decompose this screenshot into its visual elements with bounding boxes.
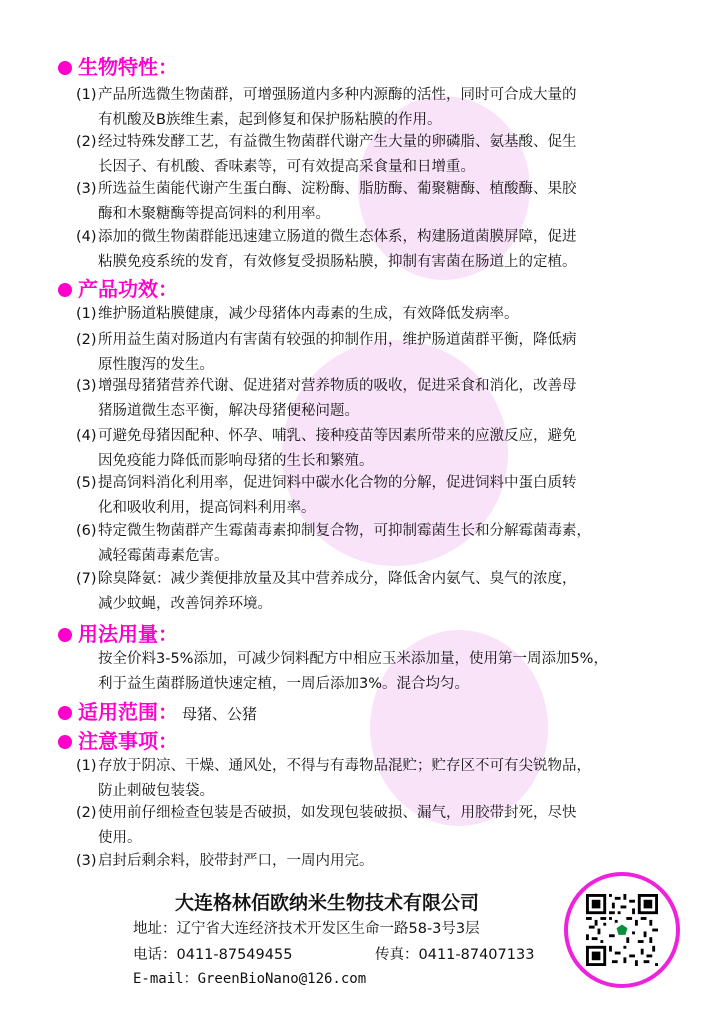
section-scope-title: 适用范围： 母猪、公猪 bbox=[58, 699, 257, 725]
list-item: (3)增强母猪猪营养代谢、促进猪对营养物质的吸收，促进采食和消化，改善母 猪肠道微生态平衡，解决母猪便秘问题。 bbox=[76, 378, 577, 419]
list-item: (2)使用前仔细检查包装是否破损，如发现包装破损、漏气，用胶带封死，尽快 使用。 bbox=[76, 805, 577, 846]
list-item: (2)经过特殊发酵工艺，有益微生物菌群代谢产生大量的卵磷脂、氨基酸、促生 长因子、有机酸、香味素等，可有效提高采食量和日增重。 bbox=[76, 134, 577, 175]
section-notes-title: 注意事项： bbox=[58, 728, 178, 754]
section-bio-title: 生物特性： bbox=[58, 54, 178, 80]
list-item: (6)特定微生物菌群产生霉菌毒素抑制复合物，可抑制霉菌生长和分解霉菌毒素， 减轻霉菌毒素危害。 bbox=[76, 523, 591, 564]
section-effects-title: 产品功效： bbox=[58, 276, 178, 302]
company-email: E-mail：GreenBioNano@126.com bbox=[133, 971, 367, 987]
bullet-dot-icon bbox=[58, 706, 72, 720]
qr-code-frame bbox=[564, 872, 680, 988]
list-item: (1)产品所选微生物菌群，可增强肠道内多种内源酶的活性，同时可合成大量的 有机酸及B族维生素，起到修复和保护肠粘膜的作用。 bbox=[76, 87, 577, 128]
list-item: (4)可避免母猪因配种、怀孕、哺乳、接种疫苗等因素所带来的应激反应，避免 因免疫能力降低而影响母猪的生长和繁殖。 bbox=[76, 428, 577, 469]
list-item: (3)启封后剩余料，胶带封严口，一周内用完。 bbox=[76, 853, 374, 869]
section-dosage-title: 用法用量： bbox=[58, 621, 178, 647]
list-item: (1)存放于阴凉、干燥、通风处，不得与有毒物品混贮；贮存区不可有尖锐物品， 防止刺破包装袋。 bbox=[76, 758, 591, 799]
company-phone: 电话：0411-87549455 bbox=[133, 947, 293, 963]
bullet-dot-icon bbox=[58, 735, 72, 749]
company-address: 地址：辽宁省大连经济技术开发区生命一路58-3号3层 bbox=[133, 921, 480, 937]
company-fax: 传真：0411-87407133 bbox=[375, 947, 535, 963]
company-name: 大连格林佰欧纳米生物技术有限公司 bbox=[175, 892, 480, 914]
list-item: (2)所用益生菌对肠道内有害菌有较强的抑制作用，维护肠道菌群平衡，降低病 原性腹泻的发生。 bbox=[76, 332, 577, 373]
qr-code-icon bbox=[586, 894, 658, 966]
list-item: (3)所选益生菌能代谢产生蛋白酶、淀粉酶、脂肪酶、葡聚糖酶、植酸酶、果胶 酶和木聚糖酶等提高饲料的利用率。 bbox=[76, 181, 577, 222]
list-item: (7)除臭降氨：减少粪便排放量及其中营养成分，降低舍内氨气、臭气的浓度， 减少蚊蝇，改善饲养环境。 bbox=[76, 571, 577, 612]
list-item: (5)提高饲料消化利用率，促进饲料中碳水化合物的分解，促进饲料中蛋白质转 化和吸收利用，提高饲料利用率。 bbox=[76, 475, 577, 516]
list-item: (1)维护肠道粘膜健康，减少母猪体内毒素的生成，有效降低发病率。 bbox=[76, 306, 519, 322]
bullet-dot-icon bbox=[58, 628, 72, 642]
dosage-text: 按全价料3-5%添加，可减少饲料配方中相应玉米添加量，使用第一周添加5%， 利于益生菌群肠道快速定植，一周后添加3%。混合均匀。 bbox=[98, 651, 608, 692]
bullet-dot-icon bbox=[58, 61, 72, 75]
scope-value: 母猪、公猪 bbox=[182, 705, 258, 723]
list-item: (4)添加的微生物菌群能迅速建立肠道的微生态体系，构建肠道菌膜屏障，促进 粘膜免疫系统的发育，有效修复受损肠粘膜，抑制有害菌在肠道上的定植。 bbox=[76, 229, 577, 270]
bullet-dot-icon bbox=[58, 283, 72, 297]
